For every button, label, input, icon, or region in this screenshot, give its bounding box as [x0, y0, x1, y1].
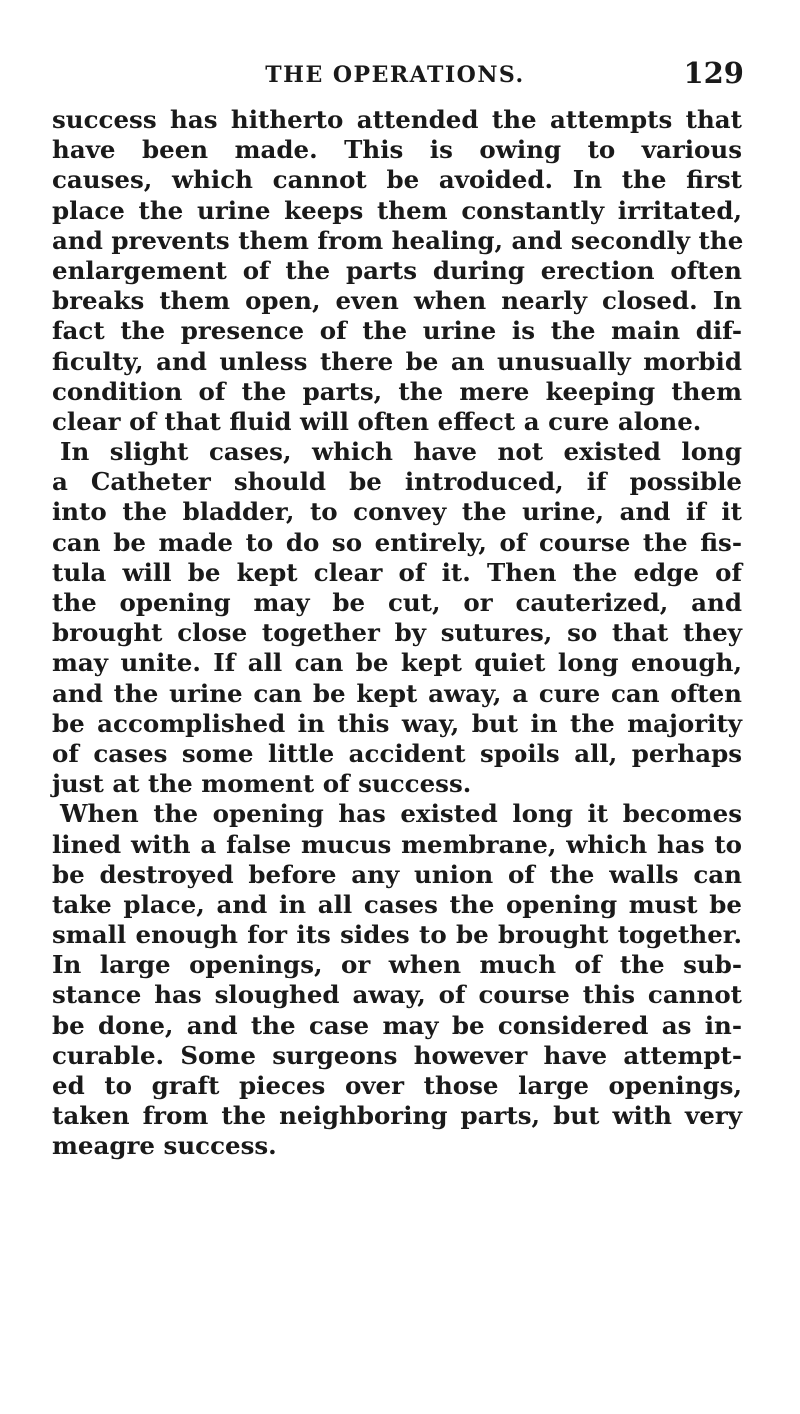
text-line: and prevents them from healing, and secondly the — [52, 225, 744, 255]
text-line: just at the moment of success. — [52, 769, 472, 799]
text-line: ed to graft pieces over those large openings, — [52, 1071, 742, 1100]
text-line: small enough for its sides to be brought together. — [52, 920, 742, 950]
text-line: be accomplished in this way, but in the majority — [52, 708, 742, 738]
text-line: enlargement of the parts during erection often — [52, 255, 742, 285]
text-line: condition of the parts, the mere keeping them — [52, 376, 742, 406]
text-line: can be made to do so entirely, of course the fis- — [52, 527, 742, 557]
text-line: clear of that fluid will often effect a cure alone. — [52, 406, 702, 436]
text-line: may unite. If all can be kept quiet long enough, — [52, 648, 742, 678]
text-line: be done, and the case may be considered as in- — [52, 1010, 742, 1040]
text-line: take place, and in all cases the opening must be — [52, 889, 742, 919]
text-line: have been made. This is owing to various — [52, 135, 742, 165]
text-line: place the urine keeps them constantly irritated, — [52, 195, 742, 225]
text-line: causes, which cannot be avoided. In the first — [52, 165, 742, 195]
text-line: be destroyed before any union of the walls can — [52, 859, 742, 889]
text-line: stance has sloughed away, of course this cannot — [52, 980, 742, 1010]
text-line: success has hitherto attended the attempts that — [52, 105, 742, 134]
text-line: fact the presence of the urine is the main dif- — [52, 316, 742, 346]
text-line: ficulty, and unless there be an unusually morbid — [52, 346, 742, 376]
text-line: a Catheter should be introduced, if possible — [52, 467, 742, 497]
text-line: In slight cases, which have not existed long — [60, 437, 742, 467]
text-line: the opening may be cut, or cauterized, and — [52, 588, 742, 617]
text-line: of cases some little accident spoils all, perhaps — [52, 738, 742, 768]
text-line: lined with a false mucus membrane, which has to — [52, 829, 742, 859]
text-line: taken from the neighboring parts, but with very — [52, 1101, 742, 1131]
text-line: breaks them open, even when nearly closed. In — [52, 286, 742, 316]
running-head — [46, 56, 744, 102]
text-line: When the opening has existed long it becomes — [60, 799, 742, 829]
text-line: tula will be kept clear of it. Then the edge of — [52, 557, 742, 587]
body-text — [52, 105, 742, 1162]
text-line: meagre success. — [52, 1131, 277, 1161]
chapter-running-title: THE OPERATIONS. — [265, 62, 525, 88]
text-line: into the bladder, to convey the urine, and if it — [52, 497, 742, 527]
page-number: 129 — [683, 56, 744, 90]
text-line: curable. Some surgeons however have attempt- — [52, 1040, 742, 1070]
text-line: and the urine can be kept away, a cure can often — [52, 678, 742, 708]
text-line: brought close together by sutures, so that they — [52, 618, 742, 648]
text-line: In large openings, or when much of the sub- — [52, 950, 742, 980]
